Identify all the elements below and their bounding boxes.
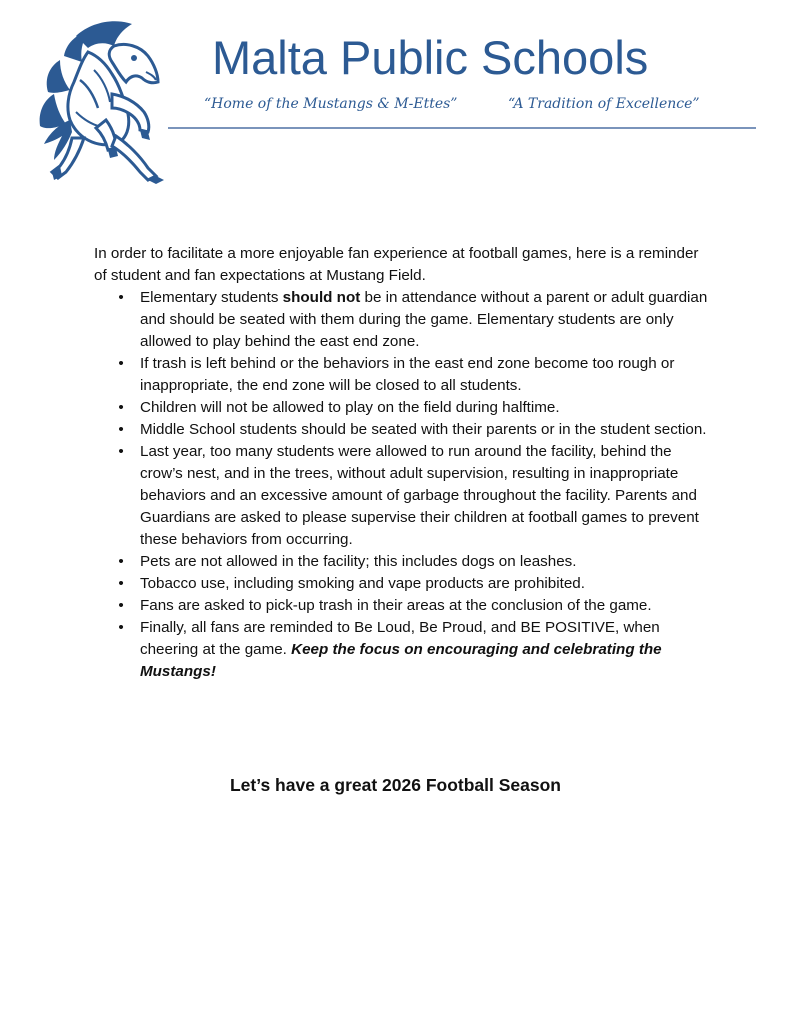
notice-body: [94, 243, 714, 683]
list-item: [118, 595, 714, 617]
expectations-list: [94, 287, 714, 683]
letterhead: [0, 0, 791, 190]
bullet-icon: •: [118, 289, 124, 306]
bullet-icon: •: [118, 399, 124, 416]
bullet-icon: •: [118, 619, 124, 636]
bullet-icon: •: [118, 355, 124, 372]
rule-text: Tobacco use, including smoking and vape products are prohibited.: [140, 575, 585, 592]
intro-paragraph: In order to facilitate a more enjoyable fan experience at football games, here is a reminder of student and fan expectations at Mustang Field.: [94, 245, 699, 284]
bullet-icon: •: [118, 553, 124, 570]
bullet-icon: •: [118, 575, 124, 592]
mustang-horse-icon: [36, 16, 174, 184]
bullet-icon: •: [118, 597, 124, 614]
rule-text: Pets are not allowed in the facility; this includes dogs on leashes.: [140, 553, 577, 570]
list-item: [118, 353, 714, 397]
bullet-icon: •: [118, 421, 124, 438]
rule-text: If trash is left behind or the behaviors in the east end zone become too rough or inappropriate, the end zone will be closed to all students.: [140, 355, 675, 394]
rule-text: Last year, too many students were allowed to run around the facility, behind the crow’s nest, and in the trees, without adult supervision, resulting in inappropriate behaviors and an excessive amount of garbage throughout the facility. Parents and Guardians are asked to please supervise their children at football games to prevent these behaviors from occurring.: [140, 443, 699, 548]
school-name: Malta Public Schools: [212, 31, 649, 84]
header-divider: [168, 127, 756, 129]
list-item: [118, 397, 714, 419]
closing-message: Let’s have a great 2026 Football Season: [229, 775, 561, 795]
motto-right: “A Tradition of Excellence”: [508, 96, 700, 112]
motto-left: “Home of the Mustangs & M-Ettes”: [204, 96, 458, 112]
rule-emphasis: should not: [282, 289, 361, 306]
rule-text: Fans are asked to pick-up trash in their areas at the conclusion of the game.: [140, 597, 652, 614]
rule-emphasis: Keep the focus on encouraging and celebrating the Mustangs!: [140, 641, 662, 680]
list-item: [118, 287, 714, 353]
rule-text: Children will not be allowed to play on the field during halftime.: [140, 399, 560, 416]
rule-text: Elementary students: [140, 289, 283, 306]
list-item: [118, 419, 714, 441]
rule-text: be in attendance without a parent or adult guardian and should be seated with them during the game. Elementary students are only allowed to play behind the east end zone.: [140, 289, 708, 350]
bullet-icon: •: [118, 443, 124, 460]
list-item: [118, 551, 714, 573]
list-item: [118, 573, 714, 595]
rule-text: Finally, all fans are reminded to Be Loud, Be Proud, and BE POSITIVE, when cheering at the game.: [140, 619, 660, 658]
rule-text: Middle School students should be seated with their parents or in the student section.: [140, 421, 707, 438]
list-item: [118, 617, 714, 683]
list-item: [118, 441, 714, 551]
